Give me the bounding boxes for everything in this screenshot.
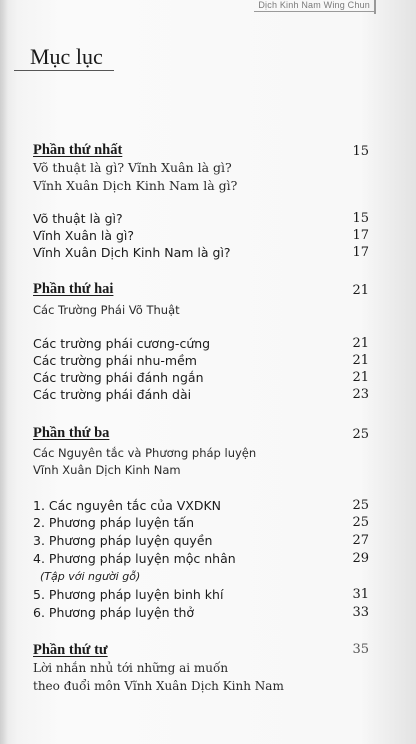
toc-entry[interactable]: Các trường phái đánh ngắn [33,370,204,385]
part-4-heading[interactable]: Phần thứ tư [33,642,108,658]
toc-entry[interactable]: 5. Phương pháp luyện binh khí [33,587,224,602]
running-header: Dịch Kinh Nam Wing Chun [254,0,374,12]
toc-entry-page: 21 [352,336,369,351]
part-1-heading[interactable]: Phần thứ nhất [33,142,123,158]
toc-entry-page: 23 [352,387,369,402]
toc-title: Mục lục [30,44,103,69]
toc-entry-page: 25 [352,515,369,530]
title-divider [14,70,114,71]
part-3-page: 25 [352,427,369,442]
toc-entry-page: 17 [352,245,369,260]
part-2-subtitle-line-1: Các Trường Phái Võ Thuật [33,303,180,317]
part-3-subtitle-line-1: Các Nguyên tắc và Phương pháp luyện [33,446,257,460]
toc-entry[interactable]: Vĩnh Xuân Dịch Kinh Nam là gì? [33,245,231,260]
toc-entry-page: 21 [352,370,369,385]
toc-entry[interactable]: 4. Phương pháp luyện mộc nhân [33,551,236,566]
toc-entry[interactable]: Võ thuật là gì? [33,211,123,226]
toc-entry-page: 29 [352,551,369,566]
part-1-page: 15 [352,144,369,159]
toc-entry-page: 27 [352,533,369,548]
toc-entry-page: 33 [352,605,369,620]
toc-entry[interactable]: Các trường phái đánh dài [33,387,192,402]
part-4-subtitle-line-2: theo đuổi môn Vĩnh Xuân Dịch Kinh Nam [33,679,284,693]
part-2-heading[interactable]: Phần thứ hai [33,281,114,297]
toc-entry-page: 31 [352,587,369,602]
part-3-heading[interactable]: Phần thứ ba [33,425,110,441]
toc-entry[interactable]: Các trường phái nhu-mềm [33,353,197,368]
toc-entry[interactable]: 3. Phương pháp luyện quyền [33,533,213,548]
toc-entry-page: 17 [352,228,369,243]
toc-entry-page: 25 [352,498,369,513]
toc-entry-page: 21 [352,353,369,368]
part-3-subtitle-line-2: Vĩnh Xuân Dịch Kinh Nam [33,463,181,477]
toc-entry[interactable]: 6. Phương pháp luyện thở [33,605,195,620]
toc-entry[interactable]: Các trường phái cương-cứng [33,336,211,351]
part-1-subtitle-line-2: Vĩnh Xuân Dịch Kinh Nam là gì? [33,178,238,193]
toc-entry[interactable]: 1. Các nguyên tắc của VXDKN [33,498,222,513]
toc-entry-page: 15 [352,211,369,226]
toc-entry[interactable]: 2. Phương pháp luyện tấn [33,515,195,530]
part-2-page: 21 [352,283,369,298]
toc-entry-note: (Tập với người gỗ) [40,570,141,583]
part-4-subtitle-line-1: Lời nhắn nhủ tới những ai muốn [33,661,229,675]
part-1-subtitle-line-1: Võ thuật là gì? Vĩnh Xuân là gì? [33,160,232,175]
running-header-tab [374,0,376,14]
part-4-page: 35 [352,642,369,657]
page-gutter-shadow [0,0,8,744]
toc-entry[interactable]: Vĩnh Xuân là gì? [33,228,135,243]
